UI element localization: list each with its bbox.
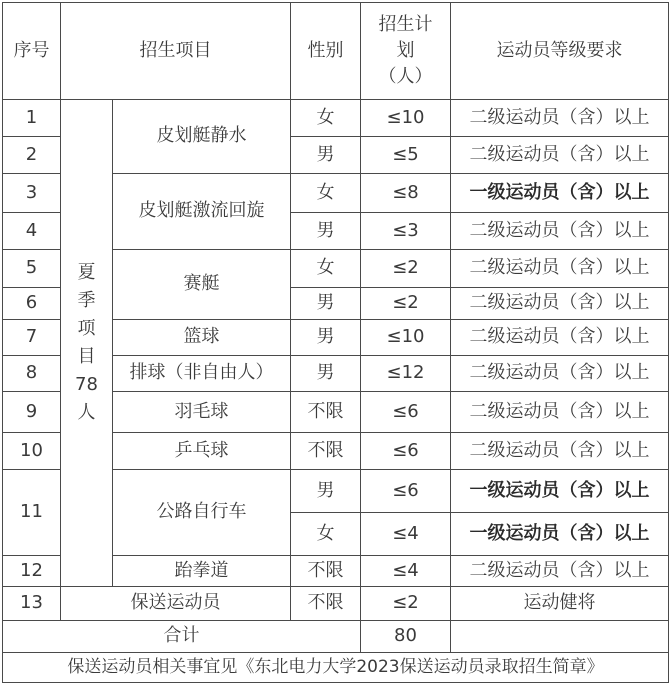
total-value: 80	[361, 621, 451, 653]
admission-table-container	[2, 2, 669, 683]
seq-cell: 7	[3, 320, 61, 356]
sport-cell: 皮划艇静水	[113, 100, 291, 174]
sport-cell: 赛艇	[113, 250, 291, 320]
plan-cell: ≤8	[361, 174, 451, 213]
total-empty-cell	[451, 621, 669, 653]
plan-cell: ≤6	[361, 392, 451, 433]
header-plan-line: 招生计	[378, 13, 433, 35]
header-plan-line: 划	[396, 39, 415, 61]
seq-cell: 3	[3, 174, 61, 213]
level-cell: 二级运动员（含）以上	[451, 137, 669, 174]
plan-cell: ≤4	[361, 513, 451, 556]
gender-cell: 男	[291, 470, 361, 513]
header-row	[3, 3, 669, 100]
seq-cell: 2	[3, 137, 61, 174]
sport-cell: 篮球	[113, 320, 291, 356]
gender-cell: 女	[291, 100, 361, 137]
header-plan-line: （人）	[378, 66, 433, 88]
total-row	[3, 621, 669, 653]
gender-cell: 男	[291, 320, 361, 356]
level-cell: 运动健将	[451, 587, 669, 621]
seq-cell: 10	[3, 433, 61, 470]
seq-cell: 6	[3, 288, 61, 320]
gender-cell: 不限	[291, 556, 361, 587]
level-cell: 二级运动员（含）以上	[451, 392, 669, 433]
sport-cell: 跆拳道	[113, 556, 291, 587]
level-cell: 二级运动员（含）以上	[451, 556, 669, 587]
level-cell: 二级运动员（含）以上	[451, 213, 669, 250]
season-group-char: 目	[77, 346, 96, 367]
plan-cell: ≤2	[361, 587, 451, 621]
gender-cell: 女	[291, 513, 361, 556]
table-row	[3, 587, 669, 621]
sport-cell: 公路自行车	[113, 470, 291, 556]
seq-cell: 8	[3, 356, 61, 392]
level-cell: 二级运动员（含）以上	[451, 288, 669, 320]
season-group-cell	[61, 100, 113, 587]
gender-cell: 女	[291, 174, 361, 213]
sport-cell: 羽毛球	[113, 392, 291, 433]
plan-cell: ≤6	[361, 470, 451, 513]
seq-cell: 5	[3, 250, 61, 288]
level-cell: 二级运动员（含）以上	[451, 320, 669, 356]
header-plan	[361, 3, 451, 100]
sport-cell: 排球（非自由人）	[113, 356, 291, 392]
plan-cell: ≤6	[361, 433, 451, 470]
footer-note: 保送运动员相关事宜见《东北电力大学2023保送运动员录取招生简章》	[3, 653, 669, 683]
gender-cell: 男	[291, 137, 361, 174]
project-cell: 保送运动员	[61, 587, 291, 621]
header-level: 运动员等级要求	[451, 3, 669, 100]
seq-cell: 13	[3, 587, 61, 621]
level-cell: 二级运动员（含）以上	[451, 250, 669, 288]
seq-cell: 11	[3, 470, 61, 556]
level-cell-bold: 一级运动员（含）以上	[451, 470, 669, 513]
seq-cell: 4	[3, 213, 61, 250]
plan-cell: ≤12	[361, 356, 451, 392]
plan-cell: ≤10	[361, 320, 451, 356]
table-row	[3, 100, 669, 137]
plan-cell: ≤3	[361, 213, 451, 250]
seq-cell: 1	[3, 100, 61, 137]
level-cell: 二级运动员（含）以上	[451, 100, 669, 137]
header-seq: 序号	[3, 3, 61, 100]
plan-cell: ≤2	[361, 250, 451, 288]
seq-cell: 9	[3, 392, 61, 433]
gender-cell: 不限	[291, 433, 361, 470]
gender-cell: 男	[291, 288, 361, 320]
season-group-char: 78	[75, 373, 98, 395]
sport-cell: 乒乓球	[113, 433, 291, 470]
gender-cell: 不限	[291, 587, 361, 621]
season-group-char: 人	[77, 401, 96, 423]
season-group-char: 季	[77, 290, 96, 312]
gender-cell: 不限	[291, 392, 361, 433]
plan-cell: ≤4	[361, 556, 451, 587]
plan-cell: ≤2	[361, 288, 451, 320]
gender-cell: 男	[291, 356, 361, 392]
level-cell-bold: 一级运动员（含）以上	[451, 174, 669, 213]
header-gender: 性别	[291, 3, 361, 100]
season-group-char: 夏	[77, 262, 96, 284]
level-cell: 二级运动员（含）以上	[451, 356, 669, 392]
admission-plan-table	[2, 2, 669, 683]
plan-cell: ≤5	[361, 137, 451, 174]
season-group-char: 项	[77, 318, 96, 340]
gender-cell: 女	[291, 250, 361, 288]
plan-cell: ≤10	[361, 100, 451, 137]
sport-cell: 皮划艇激流回旋	[113, 174, 291, 250]
total-label: 合计	[3, 621, 361, 653]
gender-cell: 男	[291, 213, 361, 250]
level-cell-bold: 一级运动员（含）以上	[451, 513, 669, 556]
seq-cell: 12	[3, 556, 61, 587]
level-cell: 二级运动员（含）以上	[451, 433, 669, 470]
footer-row	[3, 653, 669, 683]
header-project: 招生项目	[61, 3, 291, 100]
